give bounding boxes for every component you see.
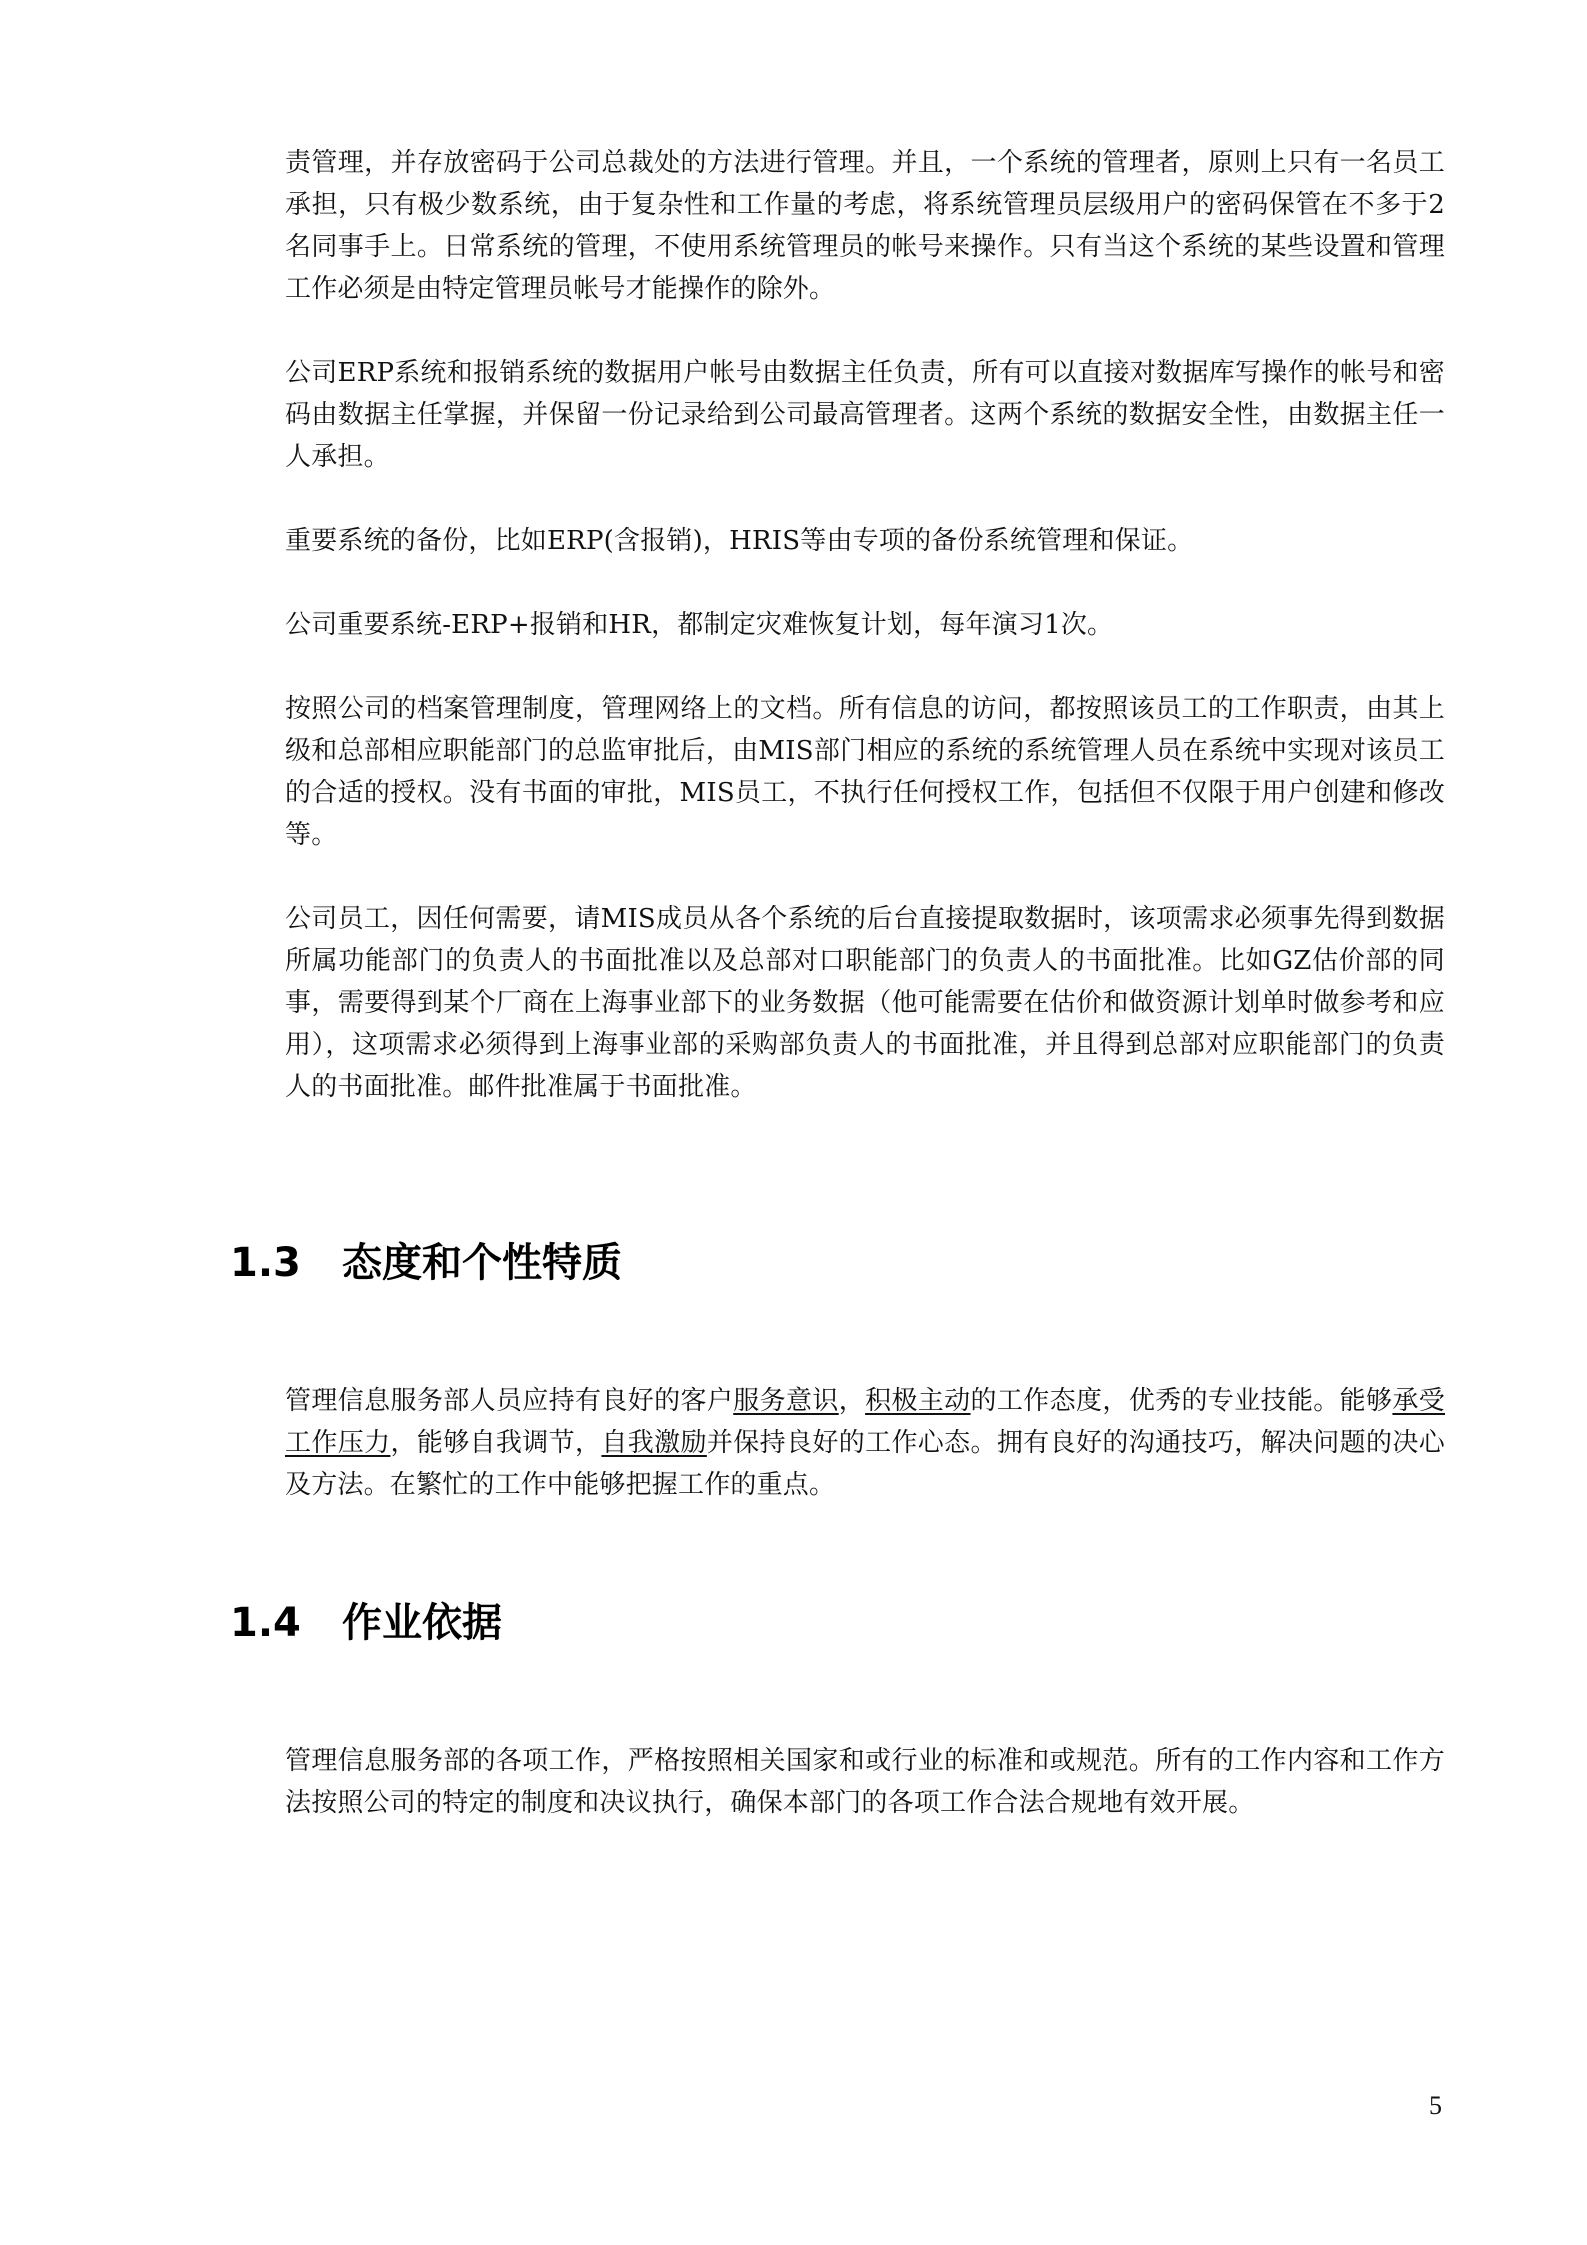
paragraph-erp-accounts: 公司ERP系统和报销系统的数据用户帐号由数据主任负责，所有可以直接对数据库写操作的帐号和密码由数据主任掌握，并保留一份记录给到公司最高管理者。这两个系统的数据安全性，由数据主任一人承担。 — [285, 358, 1445, 472]
text-segment: 管理信息服务部人员应持有良好的客户 — [285, 1386, 734, 1416]
heading-1-4 — [230, 1598, 502, 1648]
text-segment: 并保持良好的工作心态。拥有良好的沟通技巧，解决问题的决心及方法。在繁忙的工作中能够把握工作的重点。 — [285, 1428, 1445, 1500]
heading-title: 态度和个性特质 — [342, 1240, 622, 1286]
underlined-term: 服务意识 — [733, 1386, 839, 1416]
text-segment: ， — [838, 1386, 866, 1416]
heading-number: 1.4 — [230, 1600, 301, 1646]
text-segment: ，能够自我调节， — [390, 1428, 602, 1458]
body-text — [285, 142, 1445, 1150]
underlined-term: 自我激励 — [601, 1428, 707, 1458]
paragraph-attitude — [285, 1380, 1445, 1506]
heading-number: 1.3 — [230, 1240, 301, 1286]
underlined-term: 承受工作压力 — [285, 1386, 1445, 1458]
page-number: 5 — [1429, 2091, 1442, 2120]
paragraph-password-management: 责管理，并存放密码于公司总裁处的方法进行管理。并且，一个系统的管理者，原则上只有一名员工承担，只有极少数系统，由于复杂性和工作量的考虑，将系统管理员层级用户的密码保管在不多于2名同事手上。日常系统的管理，不使用系统管理员的帐号来操作。只有当这个系统的某些设置和管理工作必须是由特定管理员帐号才能操作的除外。 — [285, 148, 1445, 304]
paragraph-backup: 重要系统的备份，比如ERP(含报销)，HRIS等由专项的备份系统管理和保证。 — [285, 526, 1194, 556]
paragraph-data-extraction: 公司员工，因任何需要，请MIS成员从各个系统的后台直接提取数据时，该项需求必须事先得到数据所属功能部门的负责人的书面批准以及总部对口职能部门的负责人的书面批准。比如GZ估价部的同事，需要得到某个厂商在上海事业部下的业务数据（他可能需要在估价和做资源计划单时做参考和应用），这项需求必须得到上海事业部的采购部负责人的书面批准，并且得到总部对应职能部门的负责人的书面批准。邮件批准属于书面批准。 — [285, 904, 1445, 1102]
text-segment: 的工作态度，优秀的专业技能。能够 — [970, 1386, 1393, 1416]
underlined-term: 积极主动 — [865, 1386, 971, 1416]
section-basis — [285, 1740, 1445, 1824]
paragraph-access-authorization: 按照公司的档案管理制度，管理网络上的文档。所有信息的访问，都按照该员工的工作职责，由其上级和总部相应职能部门的总监审批后，由MIS部门相应的系统的系统管理人员在系统中实现对该员工的合适的授权。没有书面的审批，MIS员工，不执行任何授权工作，包括但不仅限于用户创建和修改等。 — [285, 694, 1445, 850]
section-attitude — [285, 1380, 1445, 1506]
heading-1-3 — [230, 1238, 622, 1288]
paragraph-basis: 管理信息服务部的各项工作，严格按照相关国家和或行业的标准和或规范。所有的工作内容和工作方法按照公司的特定的制度和决议执行，确保本部门的各项工作合法合规地有效开展。 — [285, 1746, 1445, 1818]
heading-title: 作业依据 — [342, 1600, 502, 1646]
paragraph-disaster-recovery: 公司重要系统-ERP+报销和HR，都制定灾难恢复计划，每年演习1次。 — [285, 610, 1114, 640]
